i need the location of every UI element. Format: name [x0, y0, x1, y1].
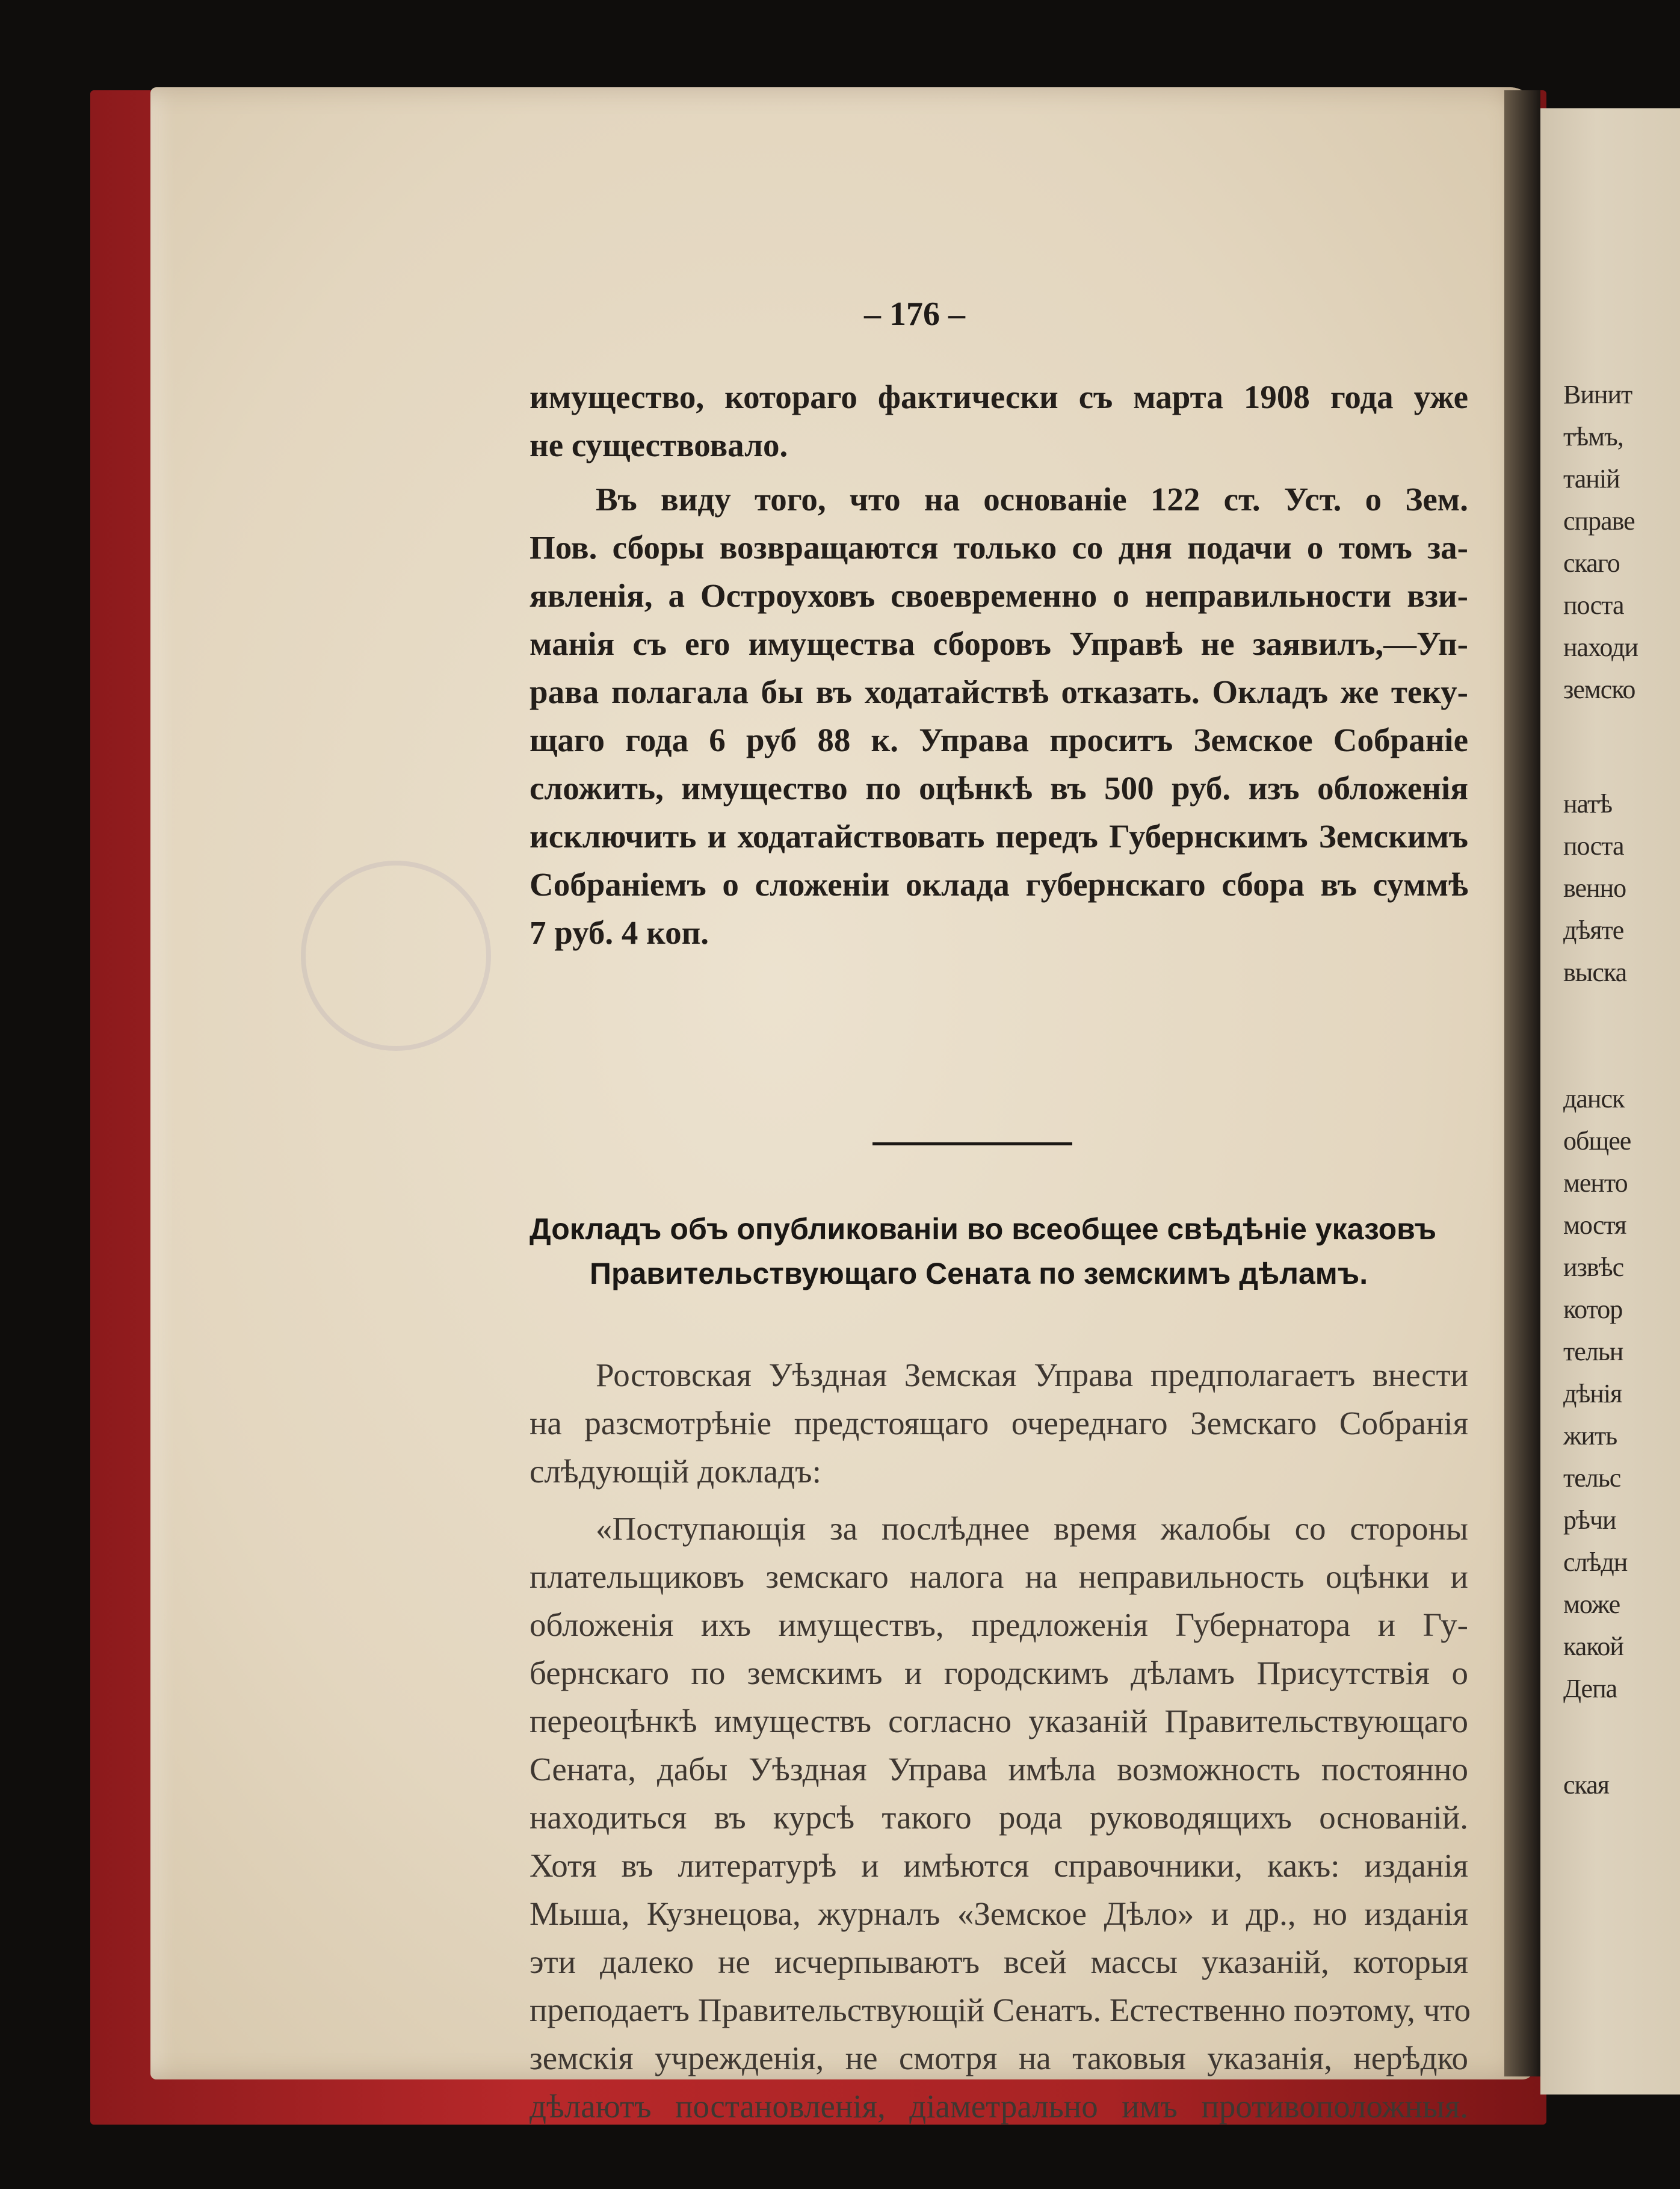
text-line: Въ виду того, что на основаніе 122 ст. Уст. о Зем. [596, 481, 1468, 518]
text-line: обложенія ихъ имуществъ, предложенія Губернатора и Гу- [530, 1606, 1468, 1643]
text-line: Ростовская Уѣздная Земская Управа предполагаетъ внести [596, 1357, 1468, 1393]
text-line: «Поступающія за послѣднее время жалобы со стороны [596, 1510, 1468, 1547]
text-line: Собраніемъ о сложеніи оклада губернскаго сбора въ суммѣ [530, 866, 1468, 903]
right-page-fragment: дѣнія [1563, 1379, 1622, 1408]
right-page-fragment: какой [1563, 1632, 1623, 1661]
right-page-fragment: може [1563, 1590, 1620, 1619]
right-page-fragment: дѣяте [1563, 915, 1624, 945]
text-line: рава полагала бы въ ходатайствѣ отказать. Окладъ же теку- [530, 673, 1468, 710]
text-line: земскія учрежденія, не смотря на таковыя указанія, нерѣдко [530, 2040, 1468, 2076]
paragraph-4 [530, 1505, 1471, 2131]
text-line: переоцѣнкѣ имуществъ согласно указаній Правительствующаго [530, 1703, 1468, 1739]
text-line: 7 руб. 4 коп. [530, 914, 709, 951]
right-page-fragment: справе [1563, 506, 1635, 536]
text-line: плательщиковъ земскаго налога на неправильность оцѣнки и [530, 1558, 1468, 1595]
text-line: не существовало. [530, 427, 788, 463]
text-line: Мыша, Кузнецова, журналъ «Земское Дѣло» и др., но изданія [530, 1895, 1468, 1932]
right-page-fragment: извѣс [1563, 1252, 1624, 1282]
right-page-fragment: мостя [1563, 1210, 1626, 1240]
right-page-fragment: Депа [1563, 1674, 1617, 1703]
book-gutter [1504, 90, 1540, 2076]
text-line: исключить и ходатайствовать передъ Губернскимъ Земскимъ [530, 818, 1468, 855]
right-page-fragment: Винит [1563, 380, 1632, 409]
text-line: дѣлаютъ постановленія, діаметрально имъ противоположныя. [530, 2088, 1468, 2125]
text-line: на разсмотрѣніе предстоящаго очереднаго Земскаго Собранія [530, 1405, 1468, 1441]
text-line: Пов. сборы возвращаются только со дня подачи о томъ за- [530, 529, 1468, 566]
section-heading [530, 1207, 1468, 1296]
right-page-fragment: поста [1563, 590, 1624, 620]
right-page-fragment: поста [1563, 831, 1624, 861]
right-page-fragment: общее [1563, 1126, 1631, 1156]
text-line: находиться въ курсѣ такого рода руководящихъ основаній. [530, 1799, 1468, 1836]
right-page-fragment: слѣдн [1563, 1547, 1628, 1577]
right-page-fragment: менто [1563, 1168, 1628, 1198]
right-page-fragment: натѣ [1563, 789, 1613, 819]
text-line: бернскаго по земскимъ и городскимъ дѣламъ Присутствія о [530, 1655, 1468, 1691]
text-line: Сената, дабы Уѣздная Управа имѣла возможность постоянно [530, 1751, 1468, 1788]
right-page-fragment: тельн [1563, 1337, 1623, 1366]
heading-line: Докладъ объ опубликованіи во всеобщее свѣдѣніе указовъ [530, 1212, 1437, 1246]
right-page-fragment: земско [1563, 675, 1635, 704]
paragraph-1 [530, 373, 1468, 469]
right-page-fragment: рѣчи [1563, 1505, 1616, 1535]
right-page-fragment: данск [1563, 1084, 1625, 1113]
text-line: явленія, а Остроуховъ своевременно о неправильности взи- [530, 577, 1468, 614]
right-page-fragment: скаго [1563, 548, 1620, 578]
paragraph-3 [530, 1351, 1468, 1496]
text-line: слѣдующій докладъ: [530, 1453, 821, 1490]
heading-line: Правительствующаго Сената по земскимъ дѣламъ. [590, 1257, 1368, 1290]
text-line: преподаетъ Правительствующій Сенатъ. Естественно поэтому, что [530, 1992, 1471, 2028]
text-line: сложить, имущество по оцѣнкѣ въ 500 руб. изъ обложенія [530, 770, 1468, 807]
right-page-fragment: котор [1563, 1295, 1623, 1324]
right-page-fragment: жить [1563, 1421, 1617, 1451]
right-page-fragment: ская [1563, 1770, 1610, 1800]
right-page-fragment: находи [1563, 633, 1638, 662]
right-page-edge [1540, 108, 1680, 2095]
text-line: Хотя въ литературѣ и имѣются справочники, какъ: изданія [530, 1847, 1468, 1884]
right-page-fragment: тѣмъ, [1563, 422, 1623, 451]
section-divider [872, 1142, 1072, 1145]
text-line: щаго года 6 руб 88 к. Управа проситъ Земское Собраніе [530, 722, 1468, 758]
paragraph-2 [530, 475, 1468, 957]
right-page-fragment: таній [1563, 464, 1620, 494]
right-page-fragment: выска [1563, 958, 1627, 987]
library-stamp [301, 861, 491, 1051]
page-number: – 176 – [864, 296, 965, 333]
text-line: эти далеко не исчерпываютъ всей массы указаній, которыя [530, 1943, 1468, 1980]
right-page-fragment: тельс [1563, 1463, 1621, 1493]
right-page-fragment: венно [1563, 873, 1626, 903]
text-line: манія съ его имущества сборовъ Управѣ не заявилъ,—Уп- [530, 625, 1468, 662]
text-line: имущество, котораго фактически съ марта 1908 года уже [530, 379, 1468, 415]
